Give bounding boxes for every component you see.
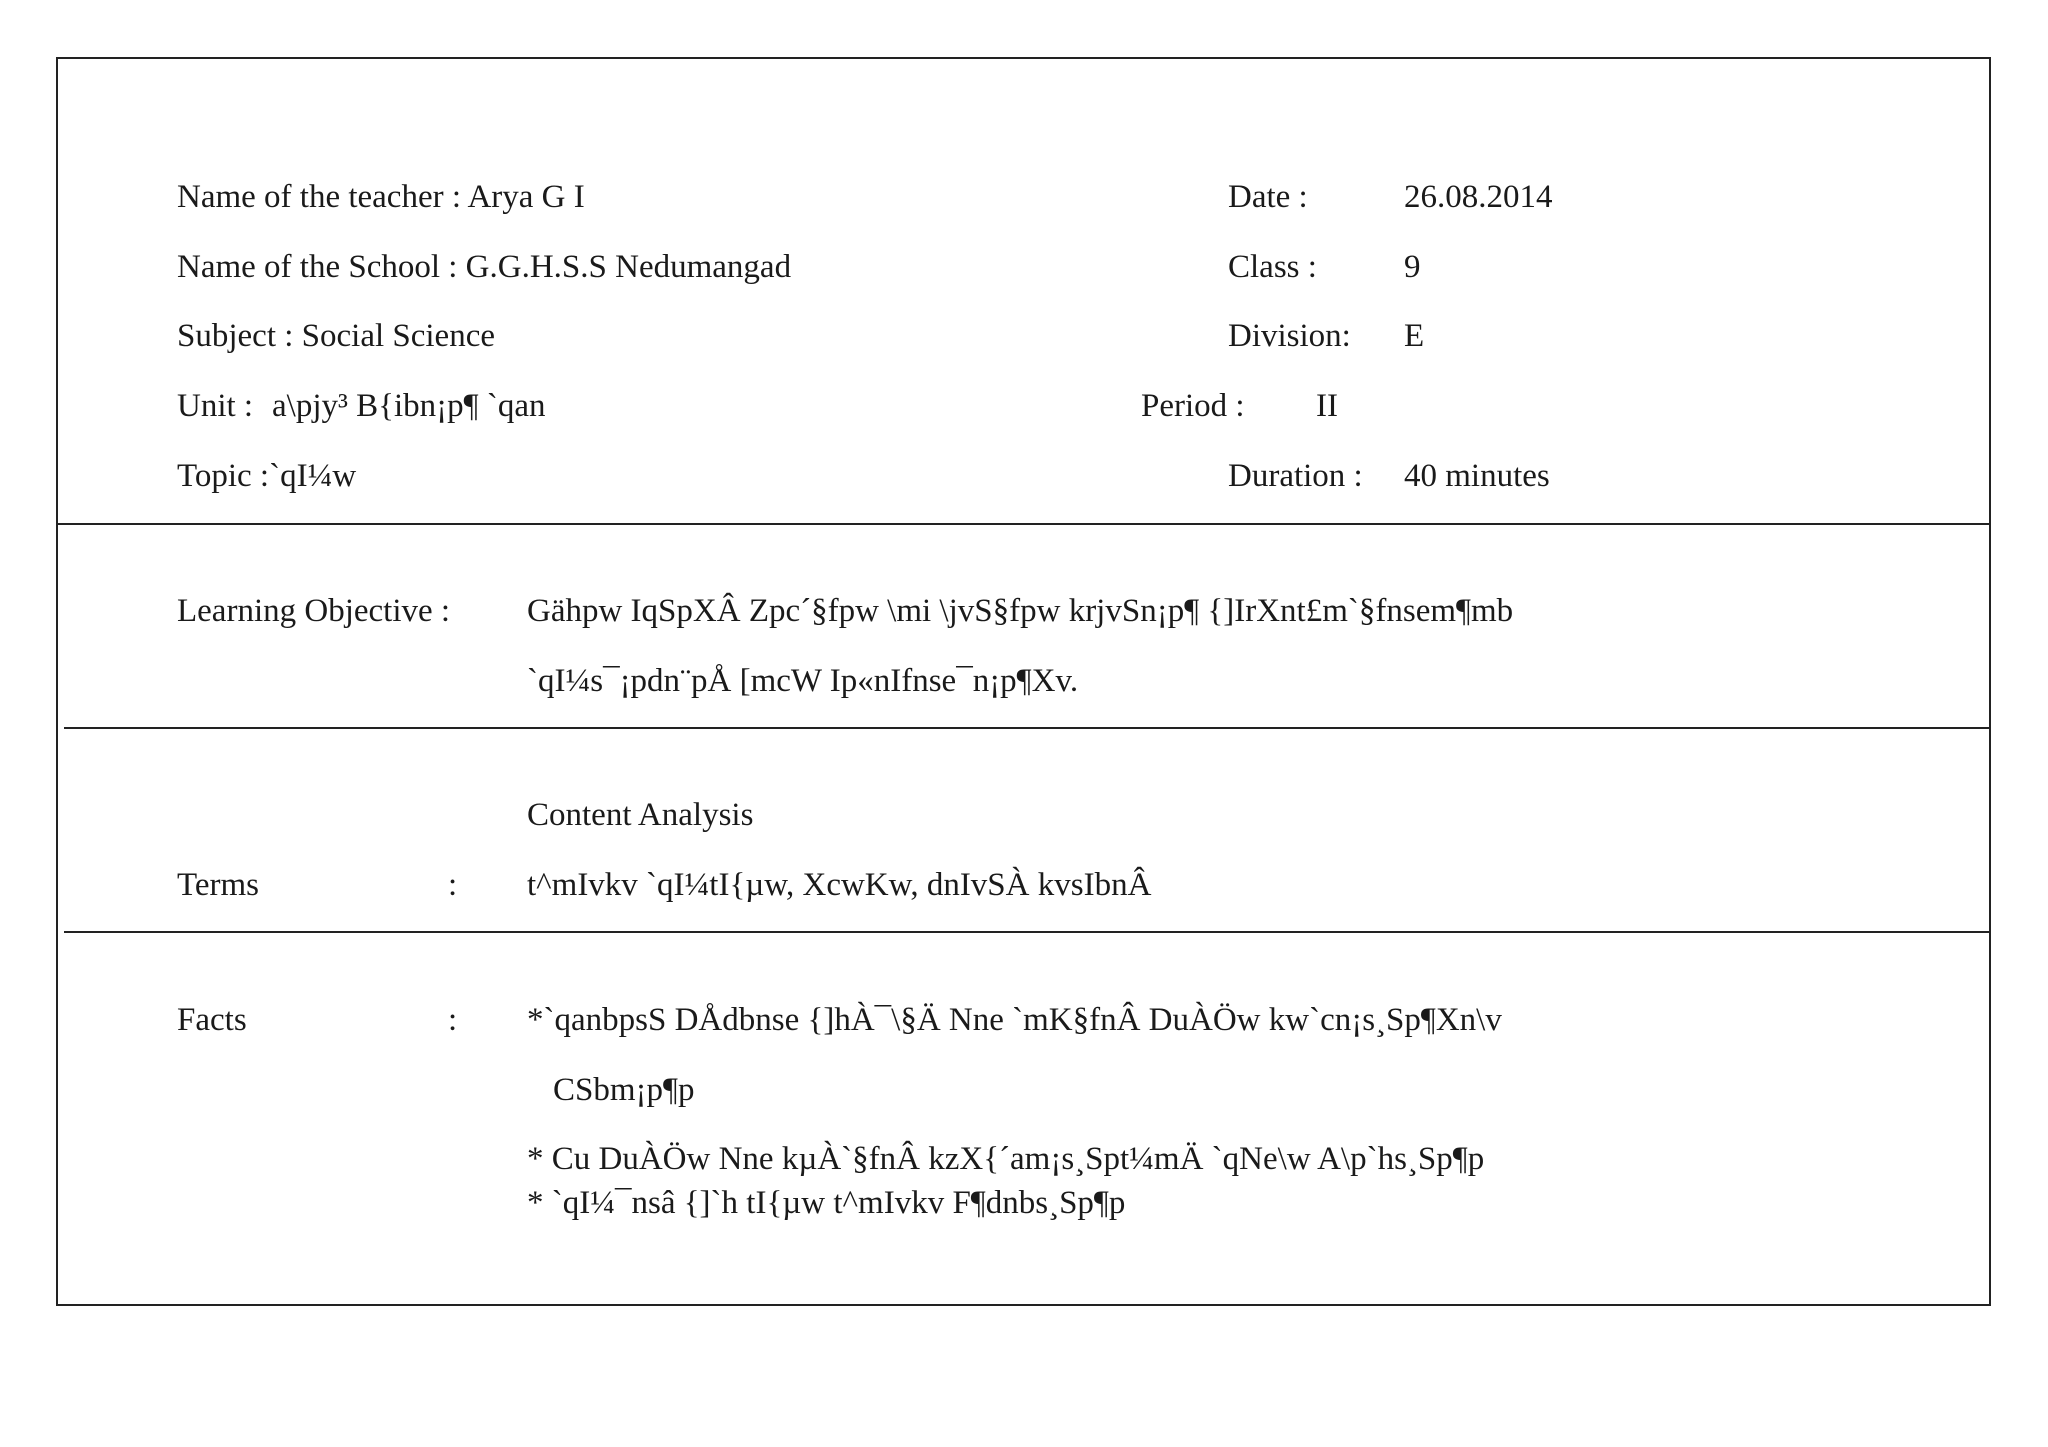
teacher-name: Name of the teacher : Arya G I	[177, 179, 585, 215]
fact-item-1-line-1: *`qanbpsS DÅdbnse {]hÀ¯\§Ä Nne `mK§fnÂ DuÀÖw kw`cn¡s¸Sp¶Xn\v	[527, 1002, 1502, 1038]
unit-value: a\pjy³ B{ibn¡p¶ `qan	[272, 388, 546, 424]
period-label: Period :	[1141, 388, 1245, 424]
divider-header	[57, 523, 1989, 525]
terms-value: t^mIvkv `qI¼tI{µw, XcwKw, dnIvSÀ kvsIbnÂ	[527, 867, 1152, 903]
objective-label: Learning Objective :	[177, 593, 451, 629]
fact-item-2: * Cu DuÀÖw Nne kµÀ`§fnÂ kzX{´am¡s¸Spt¼mÄ `qNe\w A\p`hs¸Sp¶p	[527, 1141, 1485, 1177]
objective-line-1: Gähpw IqSpXÂ Zpc´§fpw \mi \jvS§fpw krjvSn¡p¶ {]IrXnt£m`§fnsem¶mb	[527, 593, 1514, 629]
date-value: 26.08.2014	[1404, 179, 1553, 215]
objective-line-2: `qI¼s¯¡pdn¨pÅ [mcW Ip«nIfnse¯n¡p¶Xv.	[527, 663, 1079, 699]
division-label: Division:	[1228, 318, 1351, 354]
divider-objective	[64, 727, 1989, 729]
school-name: Name of the School : G.G.H.S.S Nedumangad	[177, 249, 792, 285]
duration-label: Duration :	[1228, 458, 1363, 494]
terms-label: Terms	[177, 867, 260, 903]
fact-item-1-line-2: CSbm¡p¶p	[553, 1072, 695, 1108]
facts-colon: :	[448, 1002, 458, 1038]
period-value: II	[1316, 388, 1338, 424]
terms-colon: :	[448, 867, 458, 903]
duration-value: 40 minutes	[1404, 458, 1550, 494]
divider-content	[64, 931, 1989, 933]
facts-label: Facts	[177, 1002, 247, 1038]
subject: Subject : Social Science	[177, 318, 495, 354]
unit-label: Unit :	[177, 388, 254, 424]
content-analysis-heading: Content Analysis	[527, 797, 754, 833]
class-value: 9	[1404, 249, 1421, 285]
fact-item-3: * `qI¼¯nsâ {]`h tI{µw t^mIvkv F¶dnbs¸Sp¶p	[527, 1185, 1126, 1221]
topic: Topic :`qI¼w	[177, 458, 357, 494]
division-value: E	[1404, 318, 1425, 354]
date-label: Date :	[1228, 179, 1308, 215]
class-label: Class :	[1228, 249, 1317, 285]
